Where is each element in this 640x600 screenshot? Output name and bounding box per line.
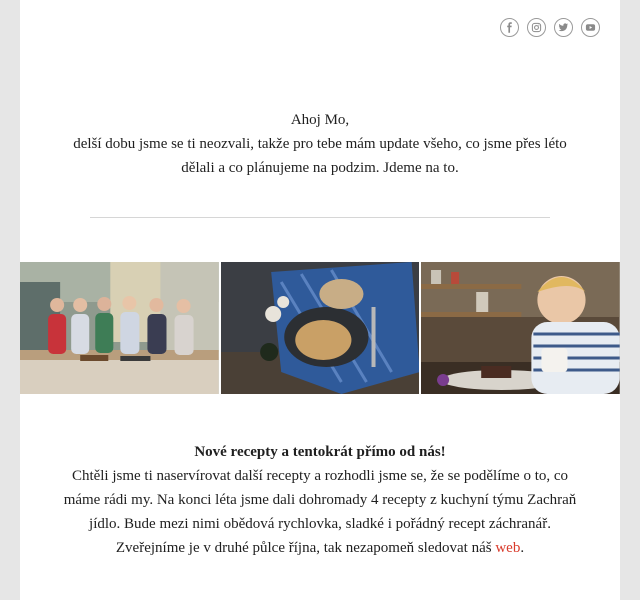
twitter-icon[interactable] (554, 18, 573, 37)
recipes-text: Zveřejníme je v druhé půlce října, tak nezapomeň sledovat náš (115, 540, 492, 556)
divider (90, 217, 550, 218)
recipes-line: jídlo. Bude mezi nimi obědová rychlovka, sladké i pořádný recept záchranář. (89, 516, 551, 532)
photo-strip (20, 262, 620, 394)
facebook-icon[interactable] (500, 18, 519, 37)
instagram-icon[interactable] (527, 18, 546, 37)
email-body (20, 0, 620, 600)
section-heading: Nové recepty a tentokrát přímo od nás! (194, 444, 446, 460)
youtube-icon[interactable] (581, 18, 600, 37)
recipes-line: Chtěli jsme ti naservírovat další recepty a rozhodli jsme se, že se podělíme o to, co (71, 468, 569, 484)
intro-line: delší dobu jsme se ti neozvali, takže pro tebe mám update všeho, co jsme přes léto (73, 136, 567, 152)
food-photo (221, 262, 420, 394)
recipes-line: máme rádi my. Na konci léta jsme dali dohromady 4 recepty z kuchyní týmu Zachraň (63, 492, 577, 508)
recipes-section (20, 440, 620, 560)
recipes-text-end: . (520, 540, 525, 556)
intro-text (20, 108, 620, 180)
intro-line: dělali a co plánujeme na podzim. Jdeme na to. (181, 160, 459, 176)
web-link[interactable]: web (495, 540, 521, 556)
boy-photo (421, 262, 620, 394)
greeting: Ahoj Mo, (290, 112, 350, 128)
recipes-line-with-link (20, 536, 620, 560)
team-photo (20, 262, 219, 394)
social-links (500, 18, 600, 37)
